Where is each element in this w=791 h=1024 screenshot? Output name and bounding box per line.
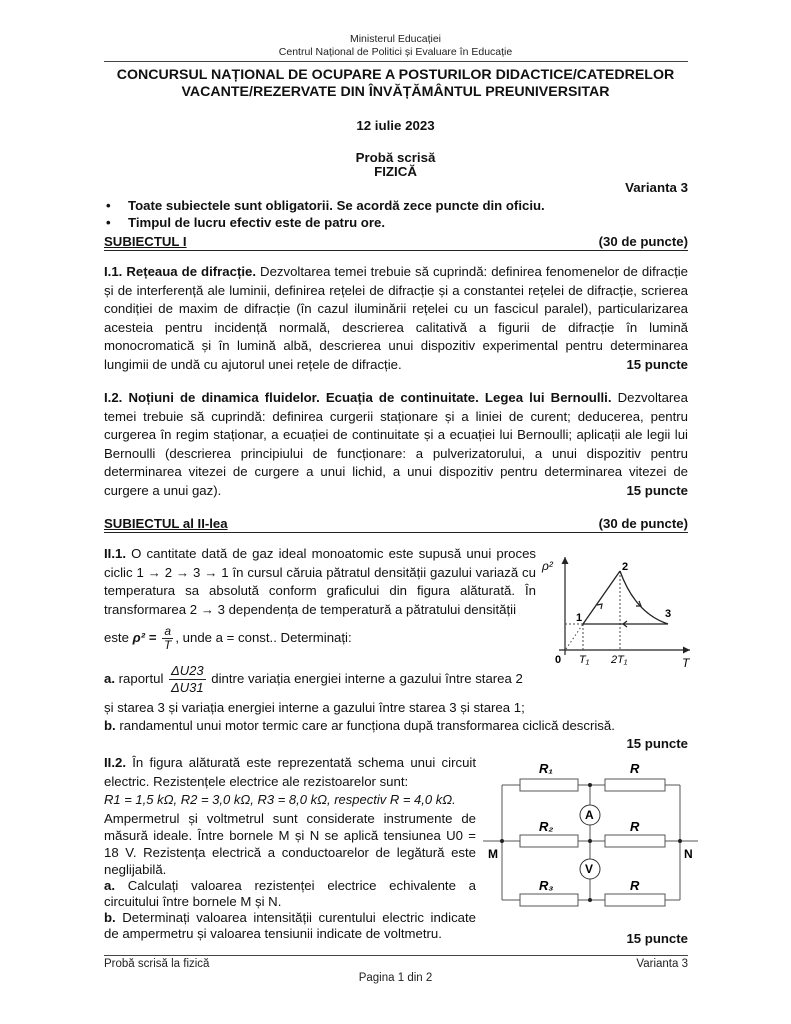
label-r-middle: R bbox=[630, 819, 640, 834]
ammeter-label: A bbox=[585, 808, 594, 822]
item-II2-a-label: a. bbox=[104, 877, 115, 893]
delta-u-fraction bbox=[169, 663, 206, 696]
item-I2-points: 15 puncte bbox=[626, 482, 688, 498]
subject-1-points: (30 de puncte) bbox=[598, 234, 688, 249]
item-II1-b bbox=[104, 717, 688, 736]
process-1-2 bbox=[583, 571, 620, 624]
item-II2-text1: În figura alăturată este reprezentată schema unui circuit electric. Rezistențele electrice ale rezistoarelor sunt: bbox=[104, 755, 476, 789]
item-II2-a bbox=[104, 878, 476, 910]
item-II1-points: 15 puncte bbox=[626, 736, 688, 751]
instructions-list bbox=[104, 197, 688, 231]
label-r2: R₂ bbox=[539, 819, 554, 834]
resistor-r-bottom bbox=[605, 894, 665, 906]
label-r1: R₁ bbox=[539, 761, 553, 776]
item-II1-intro bbox=[104, 545, 536, 619]
formula-suffix: , unde a = const.. Determinați: bbox=[175, 629, 352, 645]
item-II2-text2: Ampermetrul și voltmetrul sunt considerate instrumente de măsură ideale. Între bornele M și N se aplică tensiunea U0 = 18 V. Rezistența electrică a conductoarelor de legătură este neglijabilă. bbox=[104, 810, 476, 877]
formula-numerator: a bbox=[162, 625, 173, 639]
footer-divider bbox=[104, 955, 688, 956]
item-II2 bbox=[104, 754, 476, 942]
item-I1-points: 15 puncte bbox=[626, 356, 688, 372]
terminal-n: N bbox=[684, 847, 693, 861]
point-3-label: 3 bbox=[665, 608, 672, 620]
subject-2-title: SUBIECTUL al II-lea bbox=[104, 516, 228, 531]
variant-label: Varianta 3 bbox=[625, 180, 688, 195]
label-r3: R₃ bbox=[539, 878, 554, 893]
formula-fraction bbox=[162, 625, 173, 652]
subject-2-heading bbox=[104, 515, 688, 533]
item-II1-a-label: a. bbox=[104, 670, 115, 686]
exam-subject: FIZICĂ bbox=[374, 164, 417, 179]
resistor-r-middle bbox=[605, 835, 665, 847]
subject-2-points: (30 de puncte) bbox=[598, 516, 688, 531]
resistor-r-top bbox=[605, 779, 665, 791]
exam-date: 12 iulie 2023 bbox=[356, 118, 435, 133]
item-II1-b-label: b. bbox=[104, 718, 116, 733]
item-II2-a-text: Calculați valoarea rezistenței electrice echivalente a circuitului între bornele M și N. bbox=[104, 877, 476, 909]
delta-u-numerator: ΔU23 bbox=[171, 663, 204, 678]
item-II2-b-text: Determinați valoarea intensității curentului electric indicate de ampermetru și valoarea tensiunii indicate de voltmetru. bbox=[104, 909, 476, 941]
process-2-3 bbox=[620, 571, 668, 624]
footer-right: Varianta 3 bbox=[636, 958, 688, 970]
item-II1-a bbox=[104, 663, 584, 696]
item-I1-text: Dezvoltarea temei trebuie să cuprindă: definirea fenomenelor de difracție și de interferență ale luminii, definirea rețelei de difracție și a constantei rețelei de difracție, scrierea condiției de maxim de difracție (în cazul iluminării rețelei cu un fascicul paralel), particularizarea acesteia pentru incidență normală, descrierea calitativă a figurii de difracție în lumină monocromatică și în lumină albă, descrierea unui dispozitiv experimental pentru determinarea lungimii de undă cu ajutorul unei rețele de difracție. bbox=[104, 264, 688, 372]
resistor-r3 bbox=[520, 894, 578, 906]
tick-2t1: 2T₁ bbox=[611, 654, 628, 666]
label-r-top: R bbox=[630, 761, 640, 776]
item-II1-label: II.1. bbox=[104, 546, 126, 561]
instruction-item: • Toate subiectele sunt obligatorii. Se acordă zece puncte din oficiu. bbox=[104, 197, 688, 214]
footer-left: Probă scrisă la fizică bbox=[104, 958, 210, 970]
formula-denominator: T bbox=[164, 638, 172, 652]
title-line-2: VACANTE/REZERVATE DIN ÎNVĂȚĂMÂNTUL PREUNIVERSITAR bbox=[181, 84, 610, 100]
item-I1 bbox=[104, 263, 688, 375]
exam-type: Probă scrisă bbox=[355, 150, 436, 165]
item-I2 bbox=[104, 389, 688, 501]
tick-t1: T₁ bbox=[579, 654, 590, 666]
formula-lhs: ρ² = bbox=[132, 629, 160, 645]
y-axis-label: ρ² bbox=[542, 559, 553, 573]
item-II1-a-continued: și starea 3 și variația energiei interne a gazului între starea 3 și starea 1; bbox=[104, 700, 525, 715]
circuit-diagram bbox=[480, 755, 710, 920]
item-II1-b-text: randamentul unui motor termic care ar funcționa după transformarea ciclică descrisă. bbox=[115, 718, 615, 733]
subject-1-title: SUBIECTUL I bbox=[104, 234, 187, 249]
item-II2-points: 15 puncte bbox=[626, 931, 688, 946]
center-name: Centrul Național de Politici și Evaluare în Educație bbox=[278, 46, 513, 58]
item-I2-text: Dezvoltarea temei trebuie să cuprindă: definirea curgerii staționare și a liniei de curent; deducerea, pentru curgerea în regim staționar, a ecuației de continuitate și a ecuației lui Bernoulli; aplicații ale legii lui Bernoulli (descrierea principiului de funcționare: a pulverizatorului, a unui dispozitiv pentru determinarea vitezei de curgere a unui lichid, a unui dispozitiv pentru determinarea vitezei de curgere a unui gaz). bbox=[104, 390, 688, 498]
title-line-1: CONCURSUL NAȚIONAL DE OCUPARE A POSTURILOR DIDACTICE/CATEDRELOR bbox=[116, 67, 675, 83]
instruction-item: • Timpul de lucru efectiv este de patru ore. bbox=[104, 214, 688, 231]
resistor-r2 bbox=[520, 835, 578, 847]
item-II2-label: II.2. bbox=[104, 755, 126, 770]
ministry-name: Ministerul Educației bbox=[349, 33, 442, 45]
subject-1-heading bbox=[104, 233, 688, 251]
item-II1-text: O cantitate dată de gaz ideal monoatomic este supusă unui proces ciclic 1 → 2 → 3 → 1 în cursul căruia pătratul densității gazului variază cu temperatura sa absolută conform graficului din figura alăturată. În transformarea 2 → 3 dependența de temperatură a pătratului densității bbox=[104, 546, 536, 617]
item-I1-title: I.1. Rețeaua de difracție. bbox=[104, 264, 257, 279]
density-temperature-graph bbox=[535, 545, 705, 675]
item-II1-formula-line bbox=[104, 625, 536, 652]
label-r-bottom: R bbox=[630, 878, 640, 893]
item-II2-b-label: b. bbox=[104, 909, 116, 925]
resistor-values: R1 = 1,5 kΩ, R2 = 3,0 kΩ, R3 = 8,0 kΩ, respectiv R = 4,0 kΩ. bbox=[104, 792, 456, 808]
resistor-r1 bbox=[520, 779, 578, 791]
x-axis-label: T bbox=[682, 656, 690, 670]
formula-prefix: este bbox=[104, 629, 133, 645]
point-1-label: 1 bbox=[576, 612, 583, 624]
item-II1-a-pre: raportul bbox=[115, 670, 168, 686]
origin-label: 0 bbox=[555, 654, 562, 666]
item-I2-title: I.2. Noțiuni de dinamica fluidelor. Ecuația de continuitate. Legea lui Bernoulli. bbox=[104, 390, 612, 405]
point-2-label: 2 bbox=[622, 561, 629, 573]
delta-u-denominator: ΔU31 bbox=[171, 680, 204, 695]
voltmeter-label: V bbox=[585, 862, 594, 876]
header-divider bbox=[104, 61, 688, 62]
guide-origin-line bbox=[566, 624, 583, 649]
terminal-m: M bbox=[488, 847, 498, 861]
page-number: Pagina 1 din 2 bbox=[358, 972, 433, 984]
item-II1-a-post: dintre variația energiei interne a gazului între starea 2 bbox=[207, 670, 523, 686]
